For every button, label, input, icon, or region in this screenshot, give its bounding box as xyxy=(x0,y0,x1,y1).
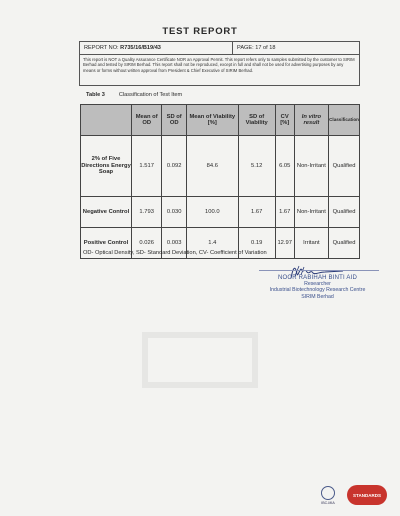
cell-mean-od: 1.793 xyxy=(132,197,162,228)
sirim-watermark xyxy=(140,330,260,390)
cell-cv: 1.67 xyxy=(275,197,294,228)
table-caption-number: Table 3 xyxy=(86,92,105,98)
row-item: 2% of Five Directions Energy Soap xyxy=(81,136,132,197)
header-sd-od: SD of OD xyxy=(162,105,187,136)
header-sd-viability: SD of Viability xyxy=(238,105,275,136)
cell-sd-viability: 1.67 xyxy=(238,197,275,228)
cell-sd-od: 0.030 xyxy=(162,197,187,228)
header-in-vitro: In vitro result xyxy=(294,105,328,136)
cell-classification: Qualified xyxy=(329,228,360,259)
ibc-mia-logo-text: IBC-MIA xyxy=(321,500,335,505)
report-reference-box xyxy=(79,41,360,55)
cell-mean-viability: 100.0 xyxy=(186,197,238,228)
cell-sd-od: 0.092 xyxy=(162,136,187,197)
signatory-company: SIRIM Berhad xyxy=(301,293,334,300)
report-title: TEST REPORT xyxy=(162,26,238,37)
page-number: PAGE: 17 of 18 xyxy=(237,45,276,51)
ibc-mia-logo-icon xyxy=(315,485,341,505)
cell-in-vitro: Irritant xyxy=(294,228,328,259)
table-row xyxy=(81,197,360,228)
cell-sd-od: 0.003 xyxy=(162,228,187,259)
signatory-name: NOOR RABIHAH BINTI AID xyxy=(277,275,358,281)
table-row xyxy=(81,136,360,197)
classification-table xyxy=(80,104,360,259)
standards-logo-text: STANDARDS xyxy=(353,492,381,498)
table-caption-title: Classification of Test Item xyxy=(118,92,183,98)
signatory-stamp xyxy=(240,275,395,300)
cell-sd-viability: 0.19 xyxy=(238,228,275,259)
row-item: Positive Control xyxy=(81,228,132,259)
table-footnote: OD- Optical Density, SD- Standard Deviation, CV- Coefficient of Variation xyxy=(83,250,267,256)
row-item: Negative Control xyxy=(81,197,132,228)
signatory-role: Researcher xyxy=(304,281,331,288)
standards-logo-icon xyxy=(347,485,387,505)
cell-sd-viability: 5.12 xyxy=(238,136,275,197)
cell-mean-od: 0.026 xyxy=(132,228,162,259)
header-mean-od: Mean of OD xyxy=(132,105,162,136)
table-caption xyxy=(86,92,182,98)
cell-mean-viability: 1.4 xyxy=(186,228,238,259)
disclaimer-notice: This report is NOT a Quality Assurance Certificate NOR an Approval Permit. This report refers only to samples submitted by the customer to SIRIM Berhad and tested by SIRIM Berhad. This report shall not be reproduced, except in full and shall not be used for advertising purposes by any means or forms without written approval from President & Chief Executive of SIRIM Berhad. xyxy=(79,54,360,86)
header-cv: CV [%] xyxy=(275,105,294,136)
report-number xyxy=(80,42,233,54)
cell-classification: Qualified xyxy=(329,197,360,228)
cell-cv: 6.05 xyxy=(275,136,294,197)
header-classification: Classification xyxy=(329,105,360,136)
report-number-value: R735/16/B19/43 xyxy=(120,45,161,51)
accreditation-logos xyxy=(315,485,387,505)
signature-line xyxy=(259,270,379,271)
signatory-org: Industrial Biotechnology Research Centre xyxy=(269,287,366,294)
cell-mean-od: 1.517 xyxy=(132,136,162,197)
cell-cv: 12.97 xyxy=(275,228,294,259)
cell-classification: Qualified xyxy=(329,136,360,197)
cell-in-vitro: Non-Irritant xyxy=(294,197,328,228)
cell-in-vitro: Non-Irritant xyxy=(294,136,328,197)
header-blank xyxy=(81,105,132,136)
cell-mean-viability: 84.6 xyxy=(186,136,238,197)
table-header-row xyxy=(81,105,360,136)
report-number-label: REPORT NO: xyxy=(84,45,121,51)
header-mean-viability: Mean of Viability [%] xyxy=(186,105,238,136)
